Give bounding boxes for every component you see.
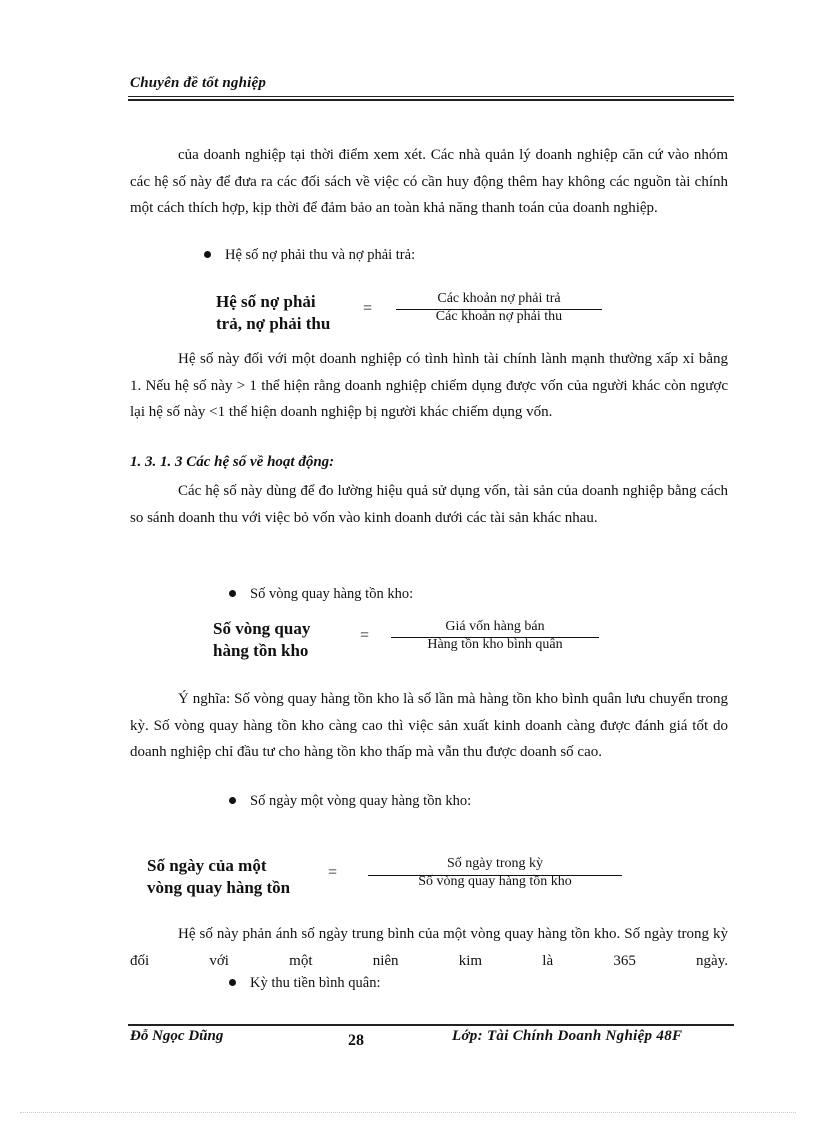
formula2-denominator: Hàng tồn kho bình quân — [427, 637, 563, 652]
footer-author: Đỗ Ngọc Dũng — [130, 1028, 224, 1044]
header-rule-thin — [128, 96, 734, 97]
formula1-label-line2: trả, nợ phải thu — [216, 314, 331, 333]
formula3-label — [147, 855, 290, 899]
bullet-days-per-turnover — [229, 793, 471, 810]
paragraph-solvency-intro: của doanh nghiệp tại thời điểm xem xét. Các nhà quản lý doanh nghiệp căn cứ vào nhóm các hệ số này để đưa ra các đối sách về việc có cần huy động thêm hay không các nguồn tài chính một cách thích hợp, kịp thời để đảm bảo an toàn khả năng thanh toán của doanh nghiệp. — [130, 147, 728, 216]
formula3-denominator: Số vòng quay hàng tồn kho — [418, 874, 572, 889]
formula3-equals: = — [328, 864, 338, 881]
formula1-numerator: Các khoản nợ phải trả — [437, 291, 561, 306]
bullet-icon — [229, 797, 236, 804]
paragraph-ratio-meaning: Hệ số này đối với một doanh nghiệp có tình hình tài chính lành mạnh thường xấp xỉ bằng 1. Nếu hệ số này > 1 thể hiện rằng doanh nghiệp chiếm dụng được vốn của người khác còn ngược lại hệ số này <1 thể hiện doanh nghiệp bị người khác chiếm dụng vốn. — [130, 351, 728, 420]
section-heading-activity-ratios: 1. 3. 1. 3 Các hệ số về hoạt động: — [130, 454, 335, 470]
formula1-denominator: Các khoản nợ phải thu — [435, 309, 563, 324]
formula3-label-line1: Số ngày của một — [147, 856, 267, 875]
formula1-equals: = — [363, 300, 373, 317]
formula3-numerator: Số ngày trong kỳ — [446, 856, 544, 871]
formula1-label — [216, 291, 330, 335]
page-number: 28 — [348, 1032, 364, 1049]
bullet-receivable-payable — [204, 247, 415, 264]
footer-rule — [128, 1024, 734, 1026]
formula2-label-line2: hàng tồn kho — [213, 641, 309, 660]
page-edge-divider — [20, 1112, 796, 1113]
bullet-label: Số vòng quay hàng tồn kho: — [250, 586, 414, 602]
bullet-label: Kỳ thu tiền bình quân: — [250, 975, 381, 991]
bullet-icon — [204, 251, 211, 258]
bullet-average-collection-period — [229, 975, 381, 992]
paragraph-activity-ratios: Các hệ số này dùng để đo lường hiệu quả sử dụng vốn, tài sản của doanh nghiệp bằng cách so sánh doanh thu với việc bỏ vốn vào kinh doanh dưới các tài sản khác nhau. — [130, 483, 728, 526]
bullet-label: Hệ số nợ phải thu và nợ phải trả: — [225, 247, 416, 263]
paragraph-days-per-turnover-meaning: Hệ số này phản ánh số ngày trung bình của một vòng quay hàng tồn kho. Số ngày trong kỳ đối với một niên kim là 365 ngày. — [130, 926, 728, 969]
header-rule-thick — [128, 99, 734, 101]
formula2-label — [213, 618, 310, 662]
formula3-label-line2: vòng quay hàng tồn — [147, 878, 291, 897]
paragraph-inventory-turnover-meaning: Ý nghĩa: Số vòng quay hàng tồn kho là số lần mà hàng tồn kho bình quân lưu chuyển trong kỳ. Số vòng quay hàng tồn kho càng cao thì việc sản xuất kinh doanh càng được đánh giá tốt do doanh nghiệp chỉ đầu tư cho hàng tồn kho thấp mà vẫn thu được doanh số cao. — [130, 691, 728, 760]
formula2-equals: = — [360, 627, 370, 644]
bullet-icon — [229, 979, 236, 986]
bullet-inventory-turnover — [229, 586, 413, 603]
formula2-numerator: Giá vốn hàng bán — [445, 619, 545, 634]
page-header-title: Chuyên đề tốt nghiệp — [130, 75, 267, 91]
formula2-label-line1: Số vòng quay — [213, 619, 311, 638]
footer-class-label: Lớp: Tài Chính Doanh Nghiệp 48F — [452, 1028, 683, 1044]
bullet-label: Số ngày một vòng quay hàng tồn kho: — [250, 793, 472, 809]
formula1-label-line1: Hệ số nợ phải — [216, 292, 316, 311]
bullet-icon — [229, 590, 236, 597]
